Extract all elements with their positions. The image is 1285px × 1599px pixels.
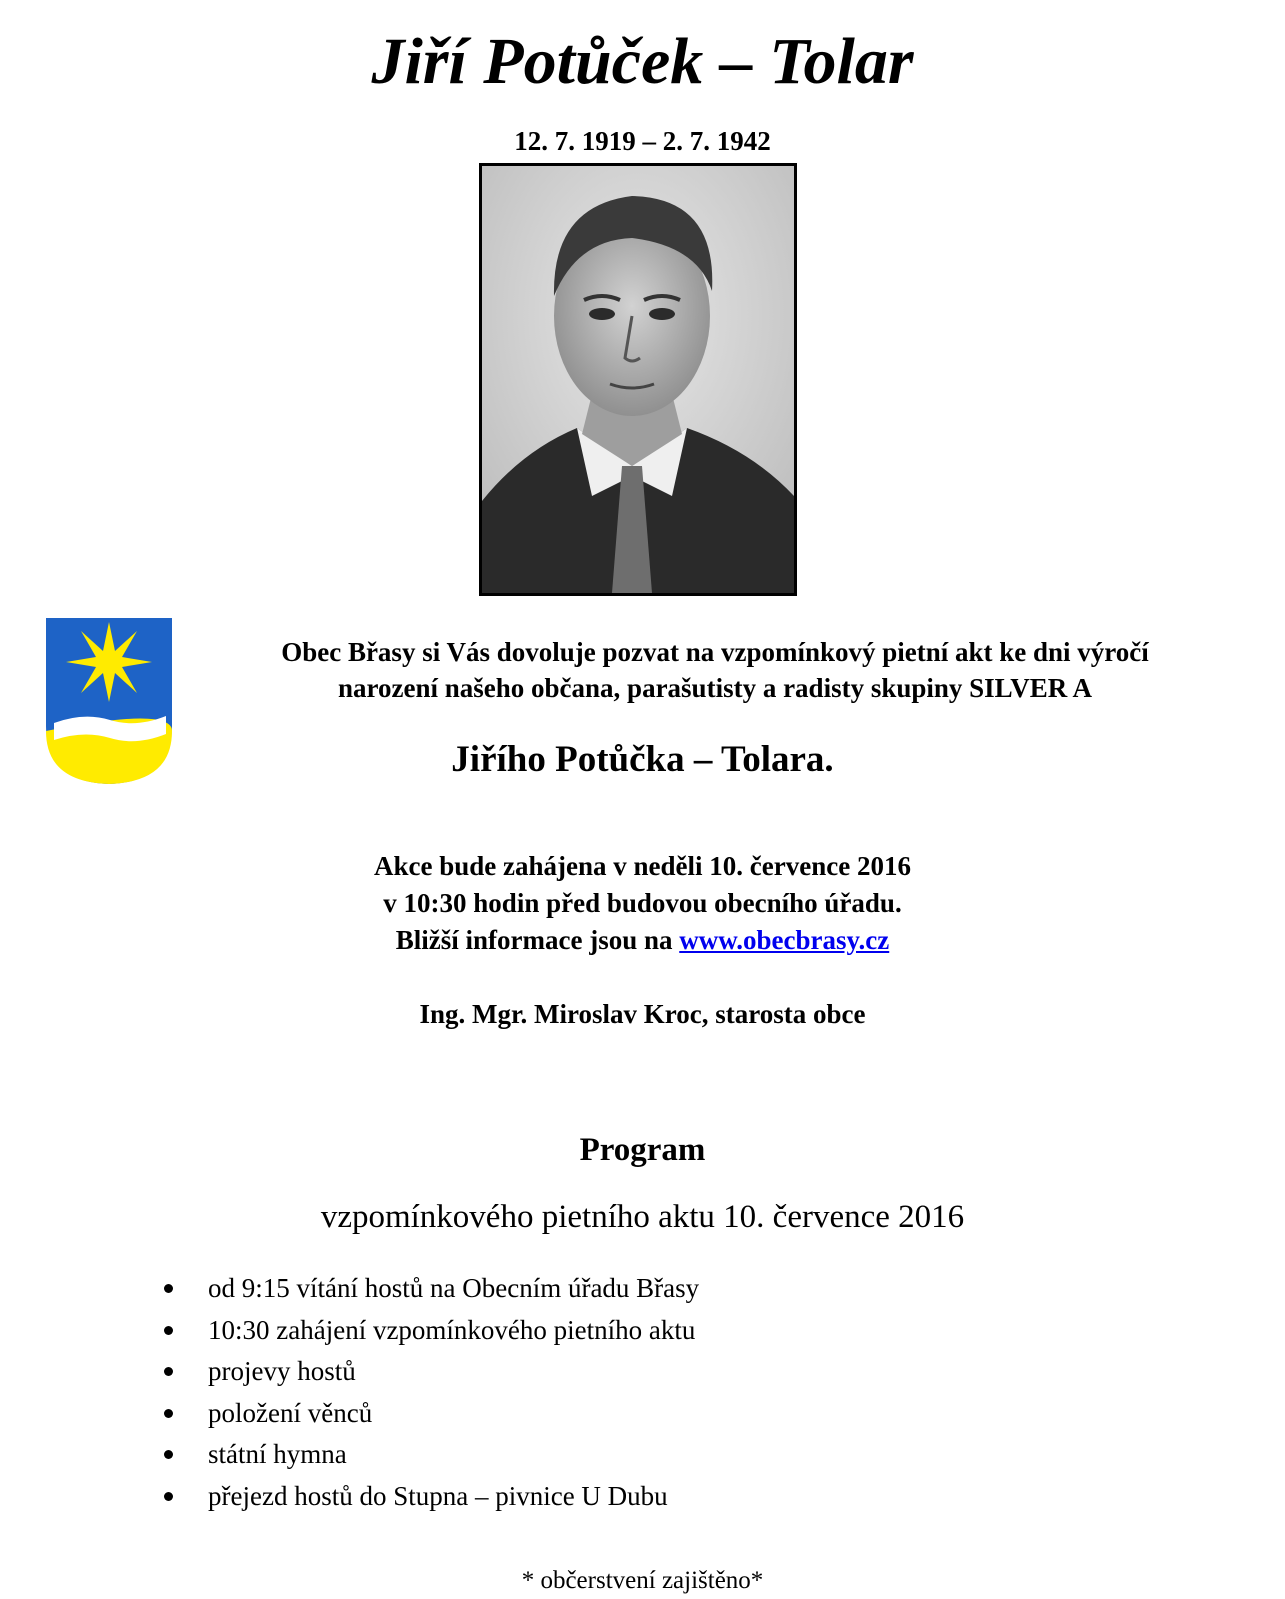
bullet-icon [164,1284,173,1293]
page-title: Jiří Potůček – Tolar [371,25,914,98]
event-time-line: v 10:30 hodin před budovou obecního úřadu. [383,888,902,918]
website-link[interactable]: www.obecbrasy.cz [679,925,890,955]
invitation-text [190,634,1240,706]
life-dates: 12. 7. 1919 – 2. 7. 1942 [514,126,771,156]
program-item: projevy hostů [160,1351,699,1393]
program-title: Program [579,1132,706,1168]
mayor-signature: Ing. Mgr. Miroslav Kroc, starosta obce [419,999,866,1029]
program-item: přejezd hostů do Stupna – pivnice U Dubu [160,1476,699,1518]
event-date-line: Akce bude zahájena v neděli 10. července 2016 [374,851,911,881]
bullet-icon [164,1326,173,1335]
refreshments-note: * občerstvení zajištěno* [521,1567,764,1594]
program-item: od 9:15 vítání hostů na Obecním úřadu Břasy [160,1268,699,1310]
invitation-line-1: Obec Břasy si Vás dovoluje pozvat na vzpomínkový pietní akt ke dni výročí [281,637,1149,667]
program-item: 10:30 zahájení vzpomínkového pietního aktu [160,1310,699,1352]
program-subtitle: vzpomínkového pietního aktu 10. července 2016 [320,1199,965,1235]
event-info-line [0,922,1285,959]
event-details [0,848,1285,959]
bullet-icon [164,1409,173,1418]
bullet-icon [164,1450,173,1459]
bullet-icon [164,1367,173,1376]
info-prefix: Bližší informace jsou na [395,925,680,955]
bullet-icon [164,1492,173,1501]
program-item: položení věnců [160,1393,699,1435]
program-list [160,1268,699,1517]
program-item: státní hymna [160,1434,699,1476]
honoree-name: Jiřího Potůčka – Tolara. [451,739,834,780]
portrait-photo-icon [479,163,797,596]
invitation-line-2: narození našeho občana, parašutisty a radisty skupiny SILVER A [338,673,1092,703]
